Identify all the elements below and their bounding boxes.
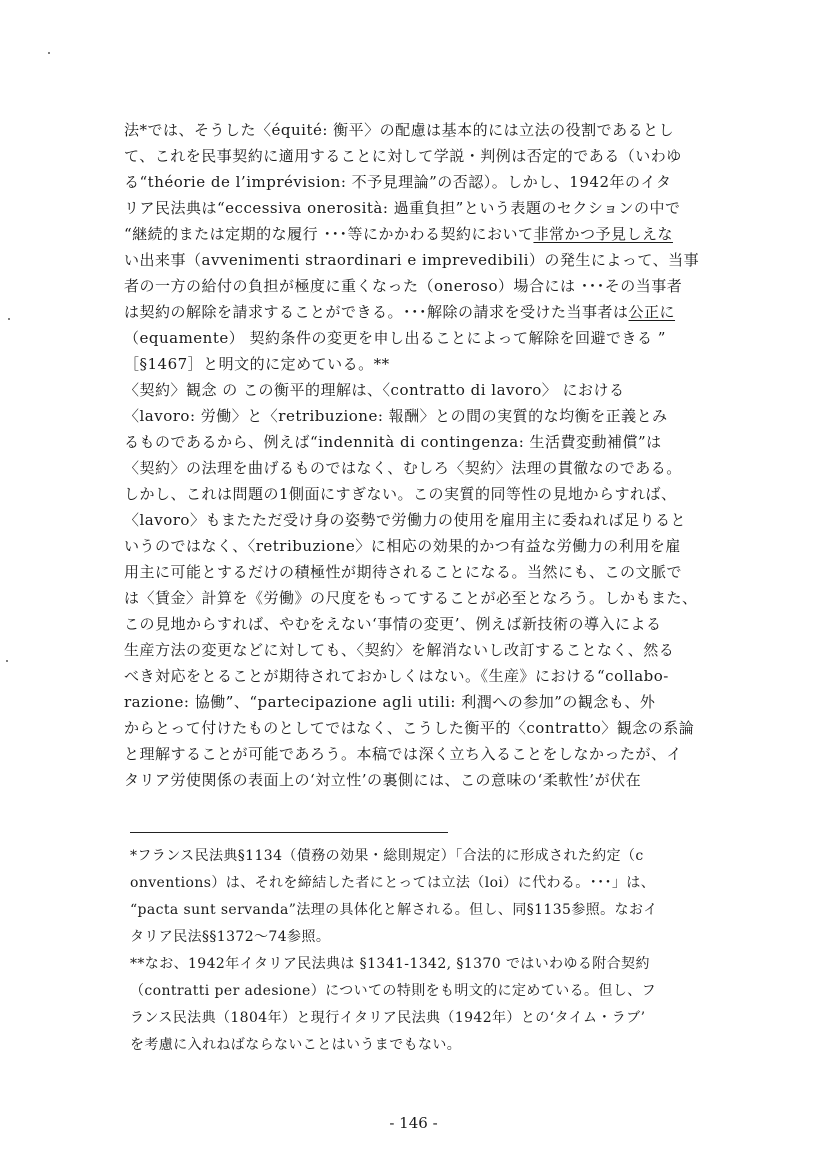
text-line: [124, 299, 724, 325]
scan-speck: [48, 52, 50, 54]
text-line: この見地からすれば、やむをえない‘事情の変更’、例えば新技術の導入による: [124, 615, 662, 633]
text-line: い出来事（avvenimenti straordinari e imprevedibili）の発生によって、当事: [124, 251, 700, 269]
text-line: は〈賃金〉計算を《労働》の尺度をもってすることが必至となろう。しかもまた、: [124, 589, 698, 607]
text-line: る“théorie de l’imprévision: 不予見理論”の否認）。しかし、1942年のイタ: [124, 173, 672, 191]
text-line: しかし、これは問題の1側面にすぎない。この実質的同等性の見地からすれば、: [124, 485, 677, 503]
main-text: [124, 117, 724, 793]
text-line: からとって付けたものとしてではなく、こうした衡平的〈contratto〉観念の系論: [124, 719, 695, 737]
footnote-line: を考慮に入れねばならないことはいうまでもない。: [130, 1037, 462, 1053]
text-line: べき対応をとることが期待されておかしくはない。《生産》における“collabo-: [124, 667, 669, 685]
text-line: 〈契約〉観念 の この衡平的理解は、〈contratto di lavoro〉 における: [124, 381, 625, 399]
text-line: 生産方法の変更などに対しても、〈契約〉を解消ないし改訂することなく、然る: [124, 641, 675, 659]
page-number: - 146 -: [389, 1114, 438, 1132]
footnotes: [130, 843, 720, 1059]
footnote-divider: [130, 832, 448, 833]
text-line: 用主に可能とするだけの積極性が期待されることになる。当然にも、この文脈で: [124, 563, 683, 581]
scan-speck: [6, 660, 8, 662]
text-line: いうのではなく、〈retribuzione〉に相応の効果的かつ有益な労働力の利用を雇: [124, 537, 681, 555]
text-line: [124, 221, 724, 247]
text-line: るものであるから、例えば“indennità di contingenza: 生活費変動補償”は: [124, 433, 662, 451]
text-line: て、これを民事契約に適用することに対して学説・判例は否定的である（いわゆ: [124, 147, 682, 165]
text-line: （equamente） 契約条件の変更を申し出ることによって解除を回避できる ”: [124, 329, 666, 347]
footnote-line: *フランス民法典§1134（債務の効果・総則規定）「合法的に形成された約定（c: [130, 848, 644, 864]
footnote-line: “pacta sunt servanda”法理の具体化と解される。但し、同§1135参照。なおイ: [130, 902, 658, 918]
footnote-line: **なお、1942年イタリア民法典は §1341-1342, §1370 ではいわゆる附合契約: [130, 956, 650, 972]
text-line: 〈lavoro: 労働〉と〈retribuzione: 報酬〉との間の実質的な均衡を正義とみ: [124, 407, 668, 425]
underlined-phrase: 非常かつ予見しえな: [533, 225, 673, 243]
footnote-line: タリア民法§§1372～74参照。: [130, 929, 331, 945]
text-line: と理解することが可能であろう。本稿では深く立ち入ることをしなかったが、イ: [124, 745, 683, 763]
text-line: ［§1467］と明文的に定めている。**: [124, 355, 390, 373]
text-line: 者の一方の給付の負担が極度に重くなった（oneroso）場合には ･･･その当事者: [124, 277, 683, 295]
footnote-line: onventions）は、それを締結した者にとっては立法（loi）に代わる。･･･」は、: [130, 875, 656, 891]
text-segment: は契約の解除を請求することができる。･･･解除の請求を受けた当事者は: [124, 303, 629, 321]
text-line: 法*では、そうした〈équité: 衡平〉の配慮は基本的には立法の役割であるとし: [124, 121, 675, 139]
text-line: razione: 協働”、“partecipazione agli utili: 利潤への参加”の観念も、外: [124, 693, 656, 711]
footnote-line: （contratti per adesione）についての特則をも明文的に定めている。但し、フ: [130, 983, 657, 999]
underlined-phrase: 公正に: [628, 303, 676, 321]
text-line: 〈lavoro〉もまたただ受け身の姿勢で労働力の使用を雇用主に委ねれば足りると: [124, 511, 686, 529]
text-line: リア民法典は“eccessiva onerosità: 過重負担”という表題のセクションの中で: [124, 199, 681, 217]
text-segment: “継続的または定期的な履行 ･･･等にかかわる契約において: [124, 225, 534, 243]
text-line: 〈契約〉の法理を曲げるものではなく、むしろ〈契約〉法理の貫徹なのである。: [124, 459, 682, 477]
scan-speck: [8, 318, 10, 320]
text-line: タリア労使関係の表面上の‘対立性’の裏側には、この意味の‘柔軟性’が伏在: [124, 771, 642, 789]
footnote-line: ランス民法典（1804年）と現行イタリア民法典（1942年）との‘タイム・ラブ’: [130, 1010, 646, 1026]
